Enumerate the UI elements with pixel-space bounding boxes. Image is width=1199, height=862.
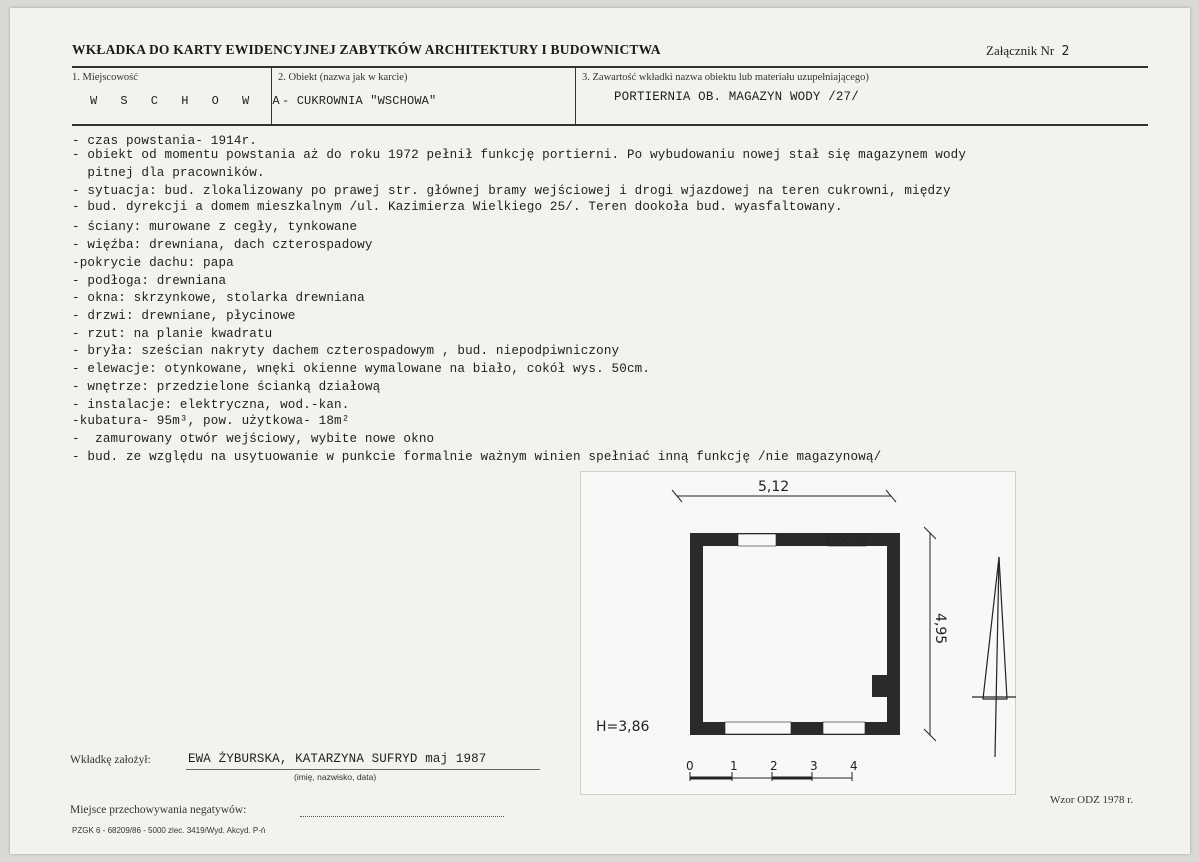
body-line: - instalacje: elektryczna, wod.-kan. <box>72 398 350 412</box>
storage-dots <box>300 816 504 817</box>
dimension-top <box>672 479 896 502</box>
scale-label: 0 <box>686 759 694 773</box>
north-arrow <box>972 557 1016 757</box>
body-line: - czas powstania- 1914r. <box>72 134 257 148</box>
storage-label: Miejsce przechowywania negatywów: <box>70 804 247 816</box>
floor-plan-svg <box>580 471 1016 795</box>
scale-label: 3 <box>810 759 818 773</box>
body-line: -pokrycie dachu: papa <box>72 256 234 270</box>
body-line: - okna: skrzynkowe, stolarka drewniana <box>72 291 365 305</box>
field-1-label: 1. Miejscowość <box>72 72 138 83</box>
scale-label: 1 <box>730 759 738 773</box>
bricked-opening <box>828 534 866 546</box>
founded-underline <box>186 769 540 770</box>
body-line: - ściany: murowane z cegły, tynkowane <box>72 220 358 234</box>
form-code: Wzor ODZ 1978 r. <box>1050 794 1134 806</box>
fields-bottom-rule <box>72 124 1148 126</box>
attachment-label: Załącznik Nr <box>986 43 1055 58</box>
field-1-value: W S C H O W A <box>90 94 288 108</box>
body-line: pitnej dla pracowników. <box>72 166 265 180</box>
plan-walls <box>690 533 900 735</box>
founded-value: EWA ŻYBURSKA, KATARZYNA SUFRYD maj 1987 <box>188 752 487 766</box>
body-line: - obiekt od momentu powstania aż do roku 1972 pełnił funkcję portierni. Po wybudowaniu nowej stał się magazynem wody <box>72 148 967 162</box>
founded-label: Wkładkę założył: <box>70 754 151 766</box>
founded-caption: (imię, nazwisko, data) <box>294 772 377 782</box>
body-line: - sytuacja: bud. zlokalizowany po prawej str. głównej bramy wejściowej i drogi wjazdowej na teren cukrowni, między <box>72 184 951 198</box>
field-divider-2 <box>575 67 576 124</box>
window-bottom-right <box>823 722 865 734</box>
body-line: - wnętrze: przedzielone ścianką działową <box>72 380 381 394</box>
field-3-value: PORTIERNIA OB. MAGAZYN WODY /27/ <box>614 90 859 104</box>
window-bottom-left <box>725 722 791 734</box>
body-line: - więźba: drewniana, dach czterospadowy <box>72 238 373 252</box>
body-line: - podłoga: drewniana <box>72 274 227 288</box>
dim-top-label: 5,12 <box>758 479 790 495</box>
dim-right-label: 4,95 <box>932 613 948 645</box>
body-line: - bud. ze względu na usytuowanie w punkcie formalnie ważnym winien spełniać inną funkcję /nie magazynową/ <box>72 450 882 464</box>
form-title: WKŁADKA DO KARTY EWIDENCYJNEJ ZABYTKÓW ARCHITEKTURY I BUDOWNICTWA <box>72 42 661 57</box>
field-2-label: 2. Obiekt (nazwa jak w karcie) <box>278 72 408 83</box>
attachment-number <box>986 43 1069 59</box>
scale-label: 4 <box>850 759 858 773</box>
body-line: - zamurowany otwór wejściowy, wybite nowe okno <box>72 432 435 446</box>
print-info: PZGK 6 - 68209/86 - 5000 zlec. 3419/Wyd. Akcyd. P-ń <box>72 826 266 835</box>
field-2-value: - CUKROWNIA "WSCHOWA" <box>282 94 437 108</box>
body-line: - rzut: na planie kwadratu <box>72 327 273 341</box>
dimension-right <box>924 527 948 741</box>
floor-plan-drawing <box>580 471 1016 795</box>
body-line: - elewacje: otynkowane, wnęki okienne wymalowane na biało, cokół wys. 50cm. <box>72 362 651 376</box>
header-rule <box>72 66 1148 68</box>
window-top-left <box>738 534 776 546</box>
height-label: H=3,86 <box>596 719 650 735</box>
scale-bar <box>686 759 858 781</box>
scale-label: 2 <box>770 759 778 773</box>
body-line: -kubatura- 95m³, pow. użytkowa- 18m² <box>72 414 350 428</box>
attachment-value: 2 <box>1061 44 1070 59</box>
body-line: - bryła: sześcian nakryty dachem czterospadowym , bud. niepodpiwniczony <box>72 344 620 358</box>
record-sheet <box>10 8 1190 854</box>
field-3-label: 3. Zawartość wkładki nazwa obiektu lub materiału uzupełniającego) <box>582 72 869 83</box>
body-line: - bud. dyrekcji a domem mieszkalnym /ul. Kazimierza Wielkiego 25/. Teren dookoła bud. wyasfaltowany. <box>72 200 843 214</box>
body-line: - drzwi: drewniane, płycinowe <box>72 309 296 323</box>
